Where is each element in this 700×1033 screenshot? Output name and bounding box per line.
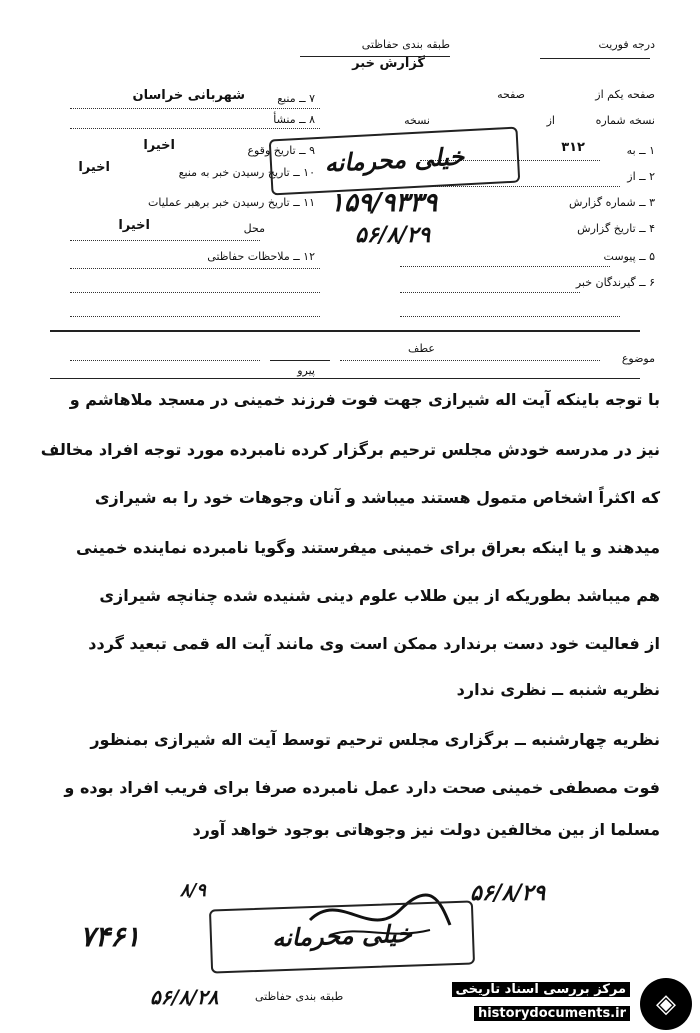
priority-label: درجه فوریت — [598, 38, 655, 51]
source-value: شهربانی خراسان — [132, 88, 245, 103]
copy-of-label: از — [546, 114, 555, 127]
archive-logo-icon: ◈ — [640, 978, 692, 1030]
event-date-value: اخیرا — [143, 138, 175, 153]
attachment-label: ۵ ــ پیوست — [603, 250, 655, 263]
watermark-title: مرکز بررسی اسناد تاریخی — [452, 982, 631, 997]
from-line — [420, 186, 620, 187]
report-date-value: ۵۶/۸/۲۹ — [355, 222, 431, 248]
place-label: محل — [243, 222, 265, 235]
report-date-label: ۴ ــ تاریخ گزارش — [577, 222, 655, 235]
ref-rule — [270, 360, 330, 361]
subject-line-left — [70, 360, 260, 361]
attachment-line — [400, 266, 610, 267]
report-no-value: ۱۵۹/۹۳۳۹ — [330, 188, 438, 218]
recipients-line-2 — [400, 316, 620, 317]
source-line — [70, 108, 320, 109]
body-line-3: که اکثراً اشخاص متمول هستند میباشد و آنان وجوهات خود را به شیرازی — [94, 488, 660, 507]
priority-underline — [540, 58, 650, 59]
body-line-7: نظریه شنبه ــ نظری ندارد — [456, 680, 660, 699]
source-label: ۷ ــ منبع — [277, 92, 315, 105]
copy-label: نسخه شماره — [595, 114, 655, 127]
page-title: گزارش خبر — [352, 56, 425, 71]
body-line-8: نظریه چهارشنبه ــ برگزاری مجلس ترحیم توسط آیت اله شیرازی بمنظور — [90, 730, 660, 749]
page-label: صفحه — [497, 88, 525, 101]
annotation-number: ۷۴۶۱ — [80, 920, 141, 953]
header-divider — [50, 330, 640, 332]
annotation-date: ۸/۹ — [180, 880, 206, 901]
classification-stamp-bottom — [209, 900, 475, 973]
body-line-5: هم میباشد بطوریکه از بین طلاب علوم دینی شنیده شده چنانچه شیرازی — [99, 586, 660, 605]
subject-line-right — [340, 360, 600, 361]
body-line-10: مسلما از بین مخالفین دولت نیز وجوهاتی بوجود خواهد آورد — [192, 820, 660, 839]
subject-label: موضوع — [621, 352, 655, 365]
body-line-4: میدهند و یا اینکه بعراق برای خمینی میفرستند وگویا نامبرده نماینده خمینی — [76, 538, 660, 557]
page-of-label: صفحه یکم از — [595, 88, 655, 101]
handwritten-signature-date: ۵۶/۸/۲۹ — [470, 880, 546, 906]
origin-label: ۸ ــ منشأ — [273, 113, 315, 126]
place-value: اخیرا — [118, 218, 150, 233]
watermark-url: historydocuments.ir — [474, 1006, 630, 1021]
title-rule — [300, 56, 450, 57]
body-line-2: نیز در مدرسه خودش مجلس ترحیم برگزار کرده نامبرده مورد توجه افراد مخالف — [40, 440, 660, 459]
body-line-9: فوت مصطفی خمینی صحت دارد عمل نامبرده صرفا برای فریب افراد بوده و — [64, 778, 660, 797]
notes-line-3 — [70, 316, 320, 317]
classification-stamp-top-text: خیلی محرمانه — [323, 141, 465, 178]
copy-word: نسخه — [404, 114, 430, 127]
place-line — [70, 240, 260, 241]
notes-line-2 — [70, 292, 320, 293]
receipt-date-label: ۱۰ ــ تاریخ رسیدن خبر به منبع — [178, 166, 315, 179]
subject-divider — [50, 378, 640, 379]
body-line-6: از فعالیت خود دست برندارد ممکن است وی مانند آیت اله قمی تبعید گردد — [88, 634, 660, 653]
follow-label: پیرو — [297, 364, 315, 377]
to-value: ۳۱۲ — [561, 140, 585, 155]
notes-label: ۱۲ ــ ملاحظات حفاظتی — [207, 250, 315, 263]
recipients-line — [400, 292, 580, 293]
recipients-label: ۶ ــ گیرندگان خبر — [575, 276, 655, 289]
notes-line-1 — [70, 268, 320, 269]
bottom-date: ۵۶/۸/۲۸ — [150, 985, 219, 1009]
body-line-1: با توجه باینکه آیت اله شیرازی جهت فوت فرزند خمینی در مسجد ملاهاشم و — [69, 390, 660, 409]
receipt-date-value: اخیرا — [78, 160, 110, 175]
classification-label-top: طبقه بندی حفاظتی — [361, 38, 450, 51]
event-date-label: ۹ ــ تاریخ وقوع — [247, 144, 315, 157]
origin-line — [70, 128, 320, 129]
classification-label-bottom: طبقه بندی حفاظتی — [255, 990, 344, 1003]
ref-label: عطف — [408, 342, 435, 355]
to-label: ۱ ــ به — [626, 144, 655, 157]
report-no-label: ۳ ــ شماره گزارش — [569, 196, 655, 209]
from-label: ۲ ــ از — [627, 170, 655, 183]
ops-date-label: ۱۱ ــ تاریخ رسیدن خبر برهبر عملیات — [148, 196, 315, 209]
classification-stamp-bottom-text: خیلی محرمانه — [271, 918, 413, 953]
